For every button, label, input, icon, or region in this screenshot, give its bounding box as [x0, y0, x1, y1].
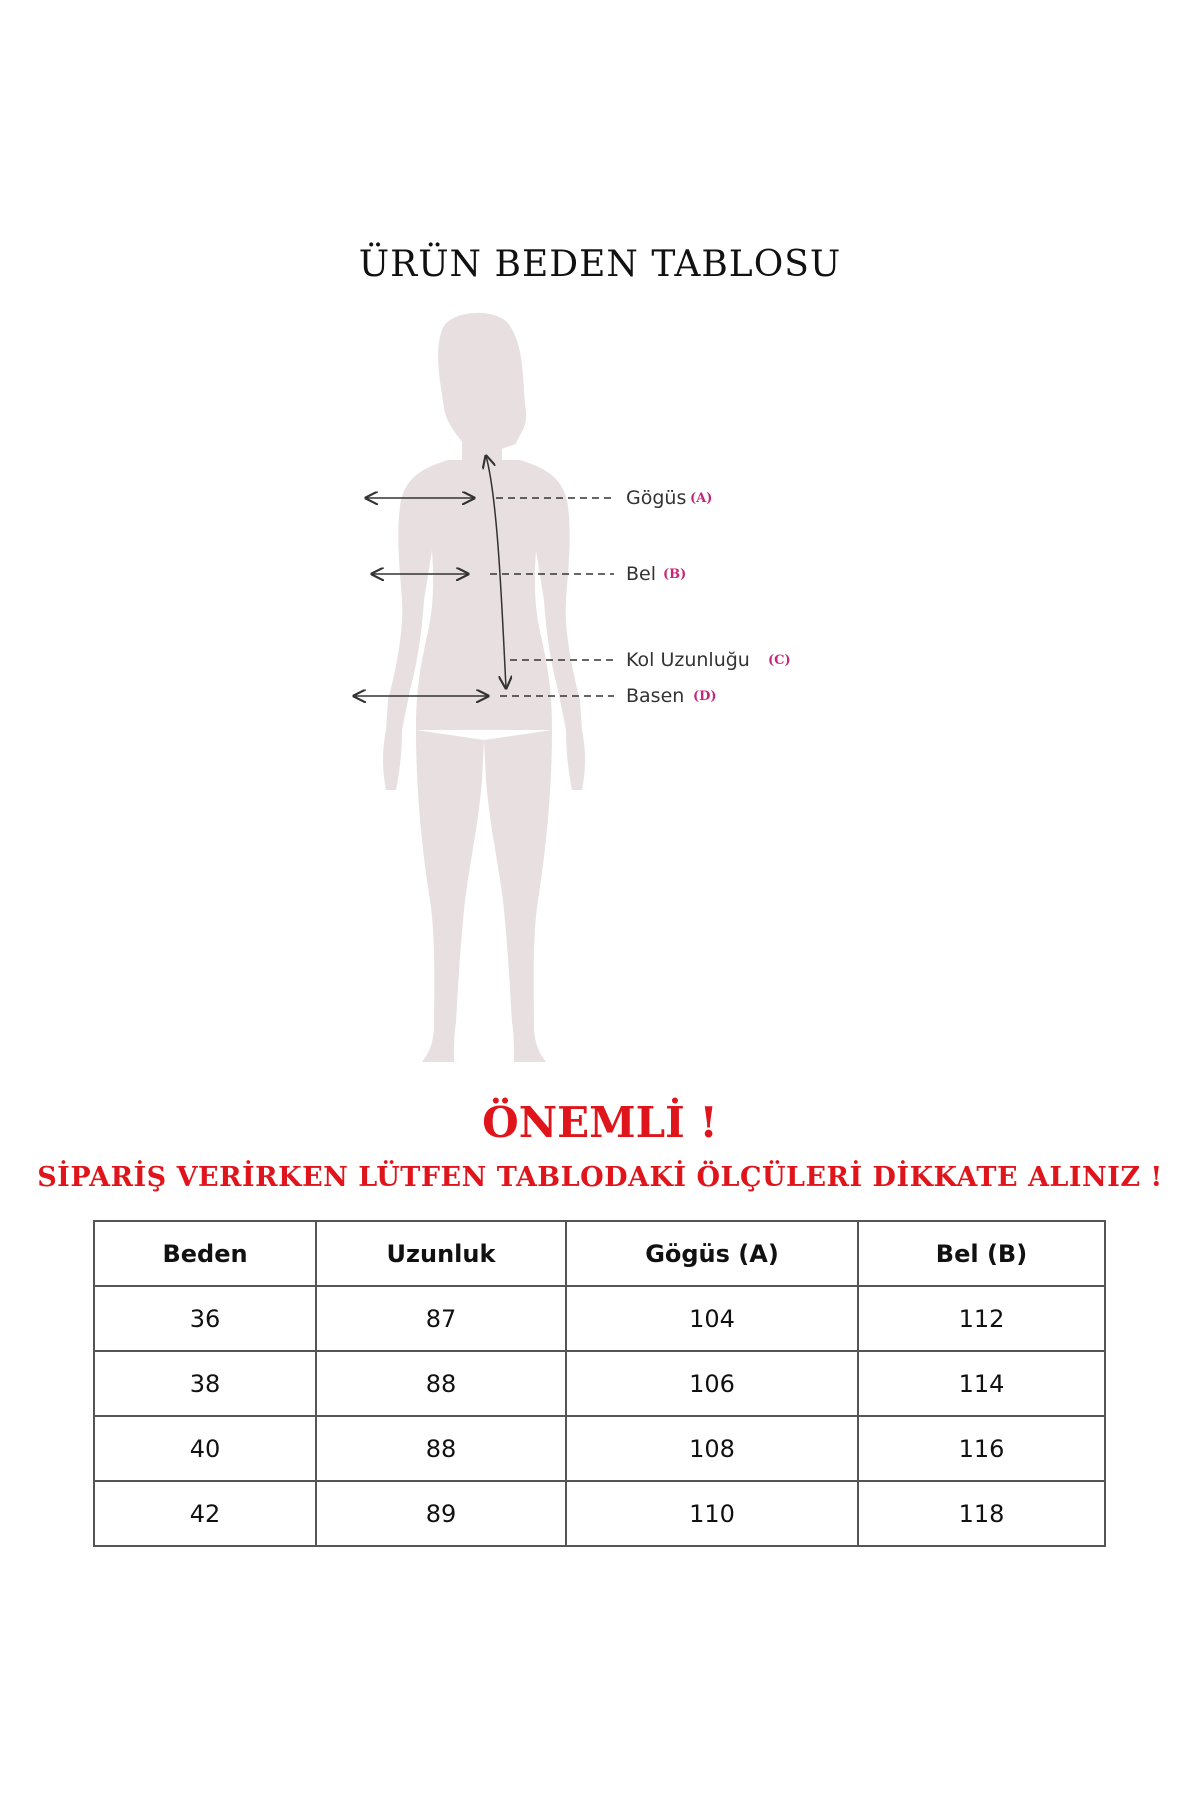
measurement-labels: [626, 487, 791, 707]
size-table: [93, 1220, 1106, 1547]
page-title: ÜRÜN BEDEN TABLOSU: [358, 244, 842, 285]
cell-length: 88: [316, 1416, 566, 1481]
cell-length: 88: [316, 1351, 566, 1416]
label-sleeve-letter: (C): [768, 653, 791, 668]
label-hip: Basen: [626, 685, 685, 707]
header-chest: Gögüs (A): [566, 1221, 858, 1286]
header-size: Beden: [94, 1221, 316, 1286]
header-waist: Bel (B): [858, 1221, 1105, 1286]
label-chest-letter: (A): [690, 491, 713, 506]
label-waist: Bel: [626, 563, 657, 585]
table-row: [94, 1286, 1105, 1351]
cell-waist: 112: [858, 1286, 1105, 1351]
table-row: [94, 1416, 1105, 1481]
measurement-diagram: [330, 310, 930, 1070]
cell-size: 40: [94, 1416, 316, 1481]
label-sleeve: Kol Uzunluğu: [626, 649, 750, 671]
important-heading: ÖNEMLİ !: [482, 1098, 718, 1147]
cell-length: 89: [316, 1481, 566, 1546]
cell-size: 36: [94, 1286, 316, 1351]
body-silhouette-figure: [330, 310, 930, 1070]
cell-size: 42: [94, 1481, 316, 1546]
cell-size: 38: [94, 1351, 316, 1416]
cell-length: 87: [316, 1286, 566, 1351]
table-row: [94, 1481, 1105, 1546]
header-length: Uzunluk: [316, 1221, 566, 1286]
table-header-row: [94, 1221, 1105, 1286]
cell-chest: 110: [566, 1481, 858, 1546]
label-hip-letter: (D): [693, 689, 717, 704]
cell-waist: 116: [858, 1416, 1105, 1481]
table-row: [94, 1351, 1105, 1416]
cell-chest: 104: [566, 1286, 858, 1351]
cell-chest: 106: [566, 1351, 858, 1416]
order-warning: SİPARİŞ VERİRKEN LÜTFEN TABLODAKİ ÖLÇÜLERİ DİKKATE ALINIZ !: [37, 1162, 1163, 1193]
label-chest: Gögüs: [626, 487, 687, 509]
silhouette: [383, 313, 585, 1062]
cell-waist: 118: [858, 1481, 1105, 1546]
cell-waist: 114: [858, 1351, 1105, 1416]
label-waist-letter: (B): [663, 567, 687, 582]
cell-chest: 108: [566, 1416, 858, 1481]
